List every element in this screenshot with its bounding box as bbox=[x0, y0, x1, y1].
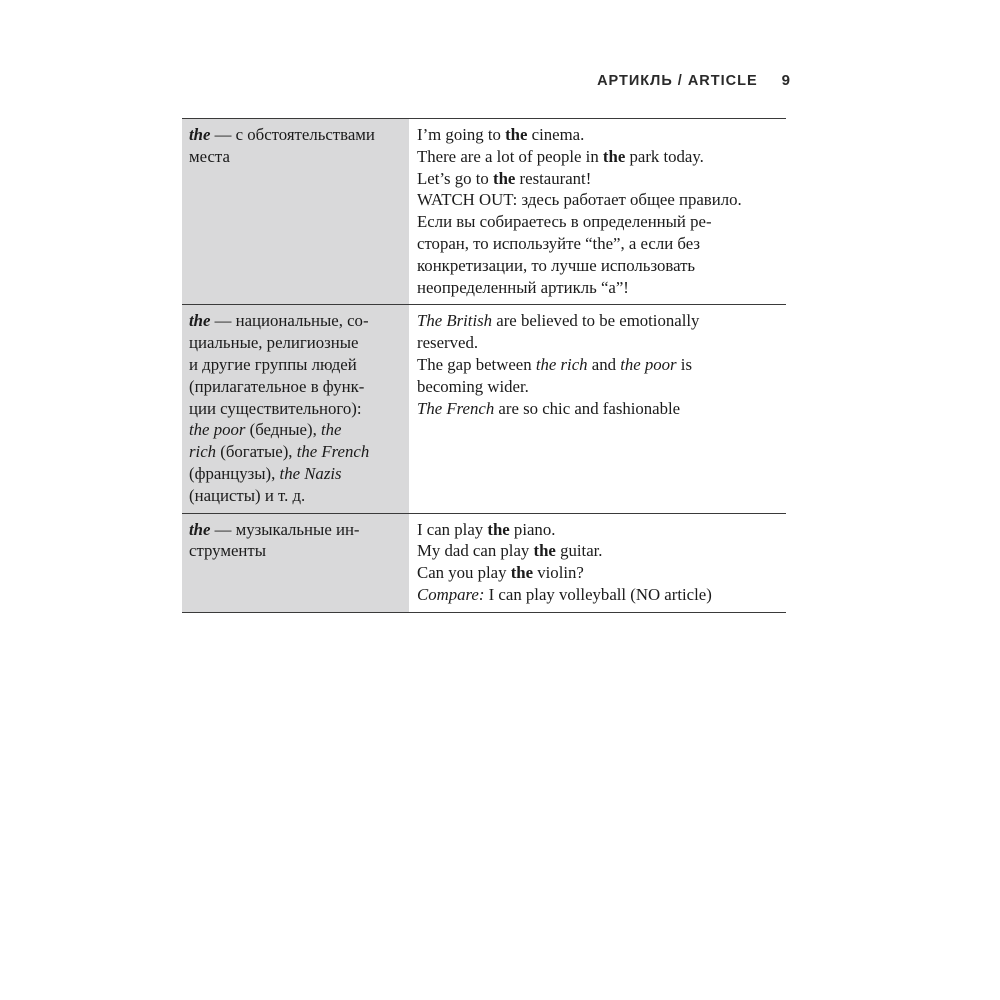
chapter-title: АРТИКЛЬ / ARTICLE bbox=[597, 73, 758, 89]
text-line bbox=[189, 398, 405, 420]
text-segment: конкретизации, то лучше использовать bbox=[417, 255, 696, 275]
text-segment: Let’s go to bbox=[417, 168, 493, 188]
emphasized-text: The British bbox=[417, 311, 493, 331]
text-line bbox=[189, 463, 405, 485]
text-line bbox=[417, 124, 782, 146]
text-segment: becoming wider. bbox=[417, 376, 529, 396]
text-line bbox=[417, 376, 782, 398]
text-segment: I’m going to bbox=[417, 125, 506, 144]
rule-cell bbox=[182, 514, 409, 612]
text-segment: (французы), bbox=[189, 463, 280, 483]
text-segment: — национальные, со- bbox=[210, 311, 369, 331]
text-line bbox=[417, 233, 782, 255]
text-segment: are believed to be emotionally bbox=[492, 311, 700, 331]
emphasized-text: the rich bbox=[535, 354, 588, 374]
text-line bbox=[417, 519, 782, 541]
text-line bbox=[189, 310, 405, 332]
emphasized-text: the Nazis bbox=[279, 463, 342, 483]
text-segment: My dad can play bbox=[417, 541, 534, 561]
text-segment: reserved. bbox=[417, 333, 479, 353]
text-segment: сторан, то используйте “the”, а если без bbox=[417, 233, 700, 253]
text-line bbox=[417, 310, 782, 332]
text-line bbox=[189, 519, 405, 541]
text-line bbox=[189, 124, 405, 146]
text-segment: I can play bbox=[417, 519, 488, 539]
rule-table bbox=[182, 118, 786, 613]
text-segment: — с обстоятельствами bbox=[210, 125, 375, 144]
text-line bbox=[189, 354, 405, 376]
emphasized-text: the bbox=[533, 541, 556, 561]
text-line bbox=[189, 332, 405, 354]
text-line bbox=[417, 562, 782, 584]
rule-cell bbox=[182, 305, 409, 512]
text-line bbox=[417, 189, 782, 211]
text-segment: are so chic and fashionable bbox=[494, 398, 681, 418]
text-segment: и другие группы людей bbox=[189, 354, 357, 374]
example-cell bbox=[409, 514, 786, 612]
example-cell bbox=[409, 119, 786, 304]
text-segment: is bbox=[676, 354, 692, 374]
text-segment: (бедные), bbox=[245, 420, 321, 440]
emphasized-text: the poor bbox=[620, 354, 677, 374]
text-segment: струменты bbox=[189, 541, 266, 561]
emphasized-text: rich bbox=[189, 442, 217, 462]
rule-cell bbox=[182, 119, 409, 304]
text-segment: (нацисты) и т. д. bbox=[189, 485, 306, 505]
text-line bbox=[189, 376, 405, 398]
text-line bbox=[417, 211, 782, 233]
example-cell bbox=[409, 305, 786, 512]
text-segment: restaurant! bbox=[515, 168, 592, 188]
text-line bbox=[189, 419, 405, 441]
text-segment: guitar. bbox=[555, 541, 603, 561]
table-row bbox=[182, 119, 786, 305]
text-segment: and bbox=[587, 354, 621, 374]
text-segment: piano. bbox=[509, 519, 556, 539]
text-line bbox=[417, 255, 782, 277]
emphasized-text: the bbox=[189, 519, 211, 539]
text-segment: violin? bbox=[533, 563, 584, 583]
text-segment: WATCH OUT: здесь работает общее правило. bbox=[417, 190, 742, 210]
emphasized-text: Compare: bbox=[417, 584, 485, 604]
text-segment: The gap between bbox=[417, 354, 536, 374]
text-line bbox=[417, 332, 782, 354]
text-line bbox=[417, 354, 782, 376]
page-number: 9 bbox=[781, 72, 790, 89]
text-line bbox=[417, 277, 782, 299]
emphasized-text: the bbox=[189, 125, 211, 144]
text-segment: cinema. bbox=[527, 125, 585, 144]
text-segment: There are a lot of people in bbox=[417, 146, 603, 166]
text-segment: — музыкальные ин- bbox=[210, 519, 360, 539]
emphasized-text: the bbox=[505, 125, 528, 144]
emphasized-text: the poor bbox=[189, 420, 246, 440]
text-segment: Если вы собираетесь в определенный ре- bbox=[417, 212, 712, 232]
text-line bbox=[189, 441, 405, 463]
text-line bbox=[417, 398, 782, 420]
running-header bbox=[560, 72, 790, 89]
text-segment: (богатые), bbox=[216, 442, 297, 462]
emphasized-text: the bbox=[510, 563, 534, 583]
text-segment: циальные, религиозные bbox=[189, 333, 359, 353]
text-line bbox=[189, 540, 405, 562]
text-segment: (прилагательное в функ- bbox=[189, 376, 365, 396]
text-segment: ции существительного): bbox=[189, 398, 362, 418]
emphasized-text: the bbox=[487, 519, 510, 539]
text-segment: места bbox=[189, 146, 230, 166]
text-line bbox=[417, 146, 782, 168]
text-segment: I can play volleyball (NO article) bbox=[484, 584, 712, 604]
emphasized-text: the French bbox=[296, 442, 370, 462]
emphasized-text: the bbox=[492, 168, 516, 188]
text-segment: Can you play bbox=[417, 563, 511, 583]
text-line bbox=[417, 584, 782, 606]
text-segment: park today. bbox=[625, 146, 704, 166]
text-line bbox=[417, 540, 782, 562]
table-row bbox=[182, 514, 786, 613]
emphasized-text: the bbox=[189, 311, 211, 331]
text-segment: неопределенный артикль “a”! bbox=[417, 277, 629, 297]
emphasized-text: the bbox=[602, 146, 626, 166]
text-line bbox=[189, 485, 405, 507]
table-row bbox=[182, 305, 786, 513]
emphasized-text: the bbox=[320, 420, 342, 440]
text-line bbox=[417, 168, 782, 190]
emphasized-text: The French bbox=[417, 398, 495, 418]
text-line bbox=[189, 146, 405, 168]
